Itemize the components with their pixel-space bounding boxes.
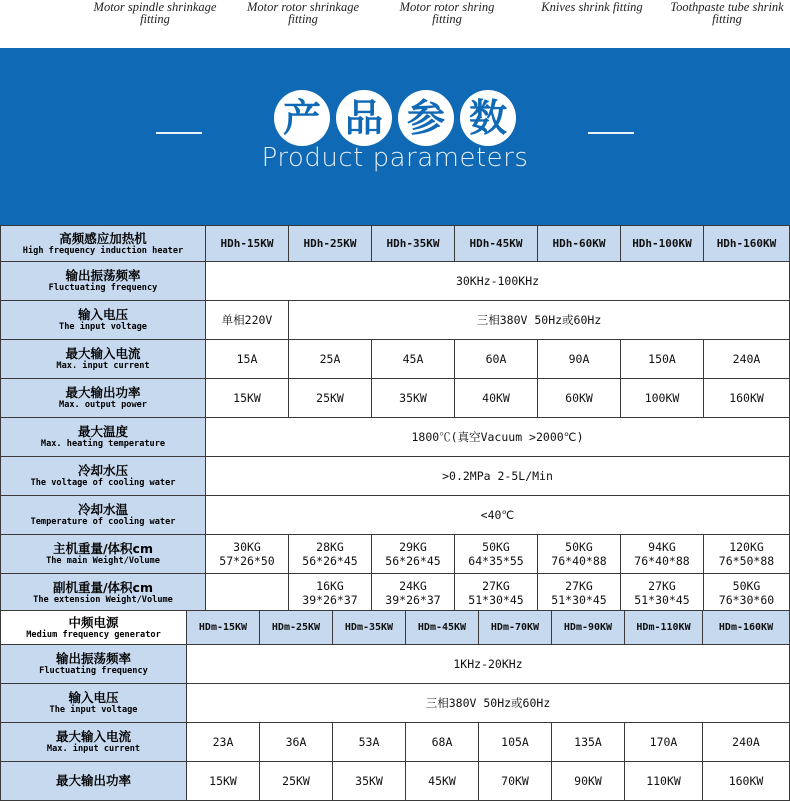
value-cell	[621, 574, 704, 613]
model-header: HDh-25KW	[289, 226, 372, 262]
value-cell: 90KW	[552, 762, 625, 801]
model-header: HDm-160KW	[703, 611, 790, 645]
row-label	[1, 684, 187, 723]
value-cell: 45A	[372, 340, 455, 379]
spec-row	[1, 645, 790, 684]
label-cn: 副机重量/体积cm	[52, 580, 153, 595]
row-label	[1, 262, 206, 301]
application-captions	[0, 0, 790, 48]
label-cn: 最大温度	[77, 424, 128, 439]
caption-line: Motor rotor shrinkage	[246, 0, 360, 14]
value-cell	[621, 535, 704, 574]
caption-line: Knives shrink fitting	[541, 0, 643, 14]
label-en: Max. output power	[59, 400, 147, 410]
model-header: HDm-110KW	[625, 611, 703, 645]
label-cn: 冷却水温	[77, 502, 128, 517]
value-cell: 15KW	[187, 762, 260, 801]
value-cell: 100KW	[621, 379, 704, 418]
value-cell: 23A	[187, 723, 260, 762]
value-cell	[704, 535, 790, 574]
value-cell: 53A	[333, 723, 406, 762]
model-header: HDh-60KW	[538, 226, 621, 262]
volume-value: 56*26*45	[302, 554, 358, 568]
weight-value: 30KG	[233, 540, 261, 554]
value-cell	[289, 535, 372, 574]
volume-value: 76*40*88	[551, 554, 607, 568]
label-en: The extension Weight/Volume	[33, 595, 173, 605]
value-cell: 60KW	[538, 379, 621, 418]
section-label-cn: 高频感应加热机	[59, 230, 147, 246]
volume-value: 76*40*88	[634, 554, 690, 568]
volume-value: 51*30*45	[468, 593, 524, 607]
label-cn: 最大输入电流	[65, 346, 141, 361]
medium-frequency-spec-table	[0, 610, 790, 801]
value-cell: 35KW	[372, 379, 455, 418]
caption-line: fitting	[288, 12, 318, 26]
row-label	[1, 645, 187, 684]
weight-value: 27KG	[565, 579, 593, 593]
weight-value: 28KG	[316, 540, 344, 554]
value-cell: 15A	[206, 340, 289, 379]
label-cn: 最大输出功率	[55, 773, 131, 788]
value-cell: 135A	[552, 723, 625, 762]
spec-row	[1, 762, 790, 801]
value-cell: 40KW	[455, 379, 538, 418]
weight-value: 50KG	[565, 540, 593, 554]
caption-4	[517, 1, 667, 13]
volume-value: 64*35*55	[468, 554, 524, 568]
banner-subtitle: Product parameters	[261, 143, 529, 173]
spec-row	[1, 418, 790, 457]
model-header: HDh-45KW	[455, 226, 538, 262]
value-cell: 150A	[621, 340, 704, 379]
section-label	[1, 226, 206, 262]
label-cn: 输入电压	[77, 307, 128, 322]
value-cell: 160KW	[703, 762, 790, 801]
volume-value: 76*30*60	[718, 593, 775, 607]
value-cell: 240A	[703, 723, 790, 762]
caption-line: fitting	[712, 12, 742, 26]
value-cell	[206, 574, 289, 613]
value-cell	[206, 535, 289, 574]
row-label	[1, 457, 206, 496]
label-en: Fluctuating frequency	[39, 666, 148, 676]
caption-line: fitting	[432, 12, 462, 26]
value-cell: 25KW	[260, 762, 333, 801]
title-char-circle: 参	[398, 90, 454, 146]
value-cell: 25KW	[289, 379, 372, 418]
caption-5	[652, 1, 790, 25]
label-cn: 输出振荡频率	[55, 651, 131, 666]
model-header: HDm-25KW	[260, 611, 333, 645]
spec-row	[1, 301, 790, 340]
spanned-value: <40℃	[206, 496, 790, 535]
label-en: Max. heating temperature	[40, 439, 166, 449]
caption-2	[228, 1, 378, 25]
spanned-value: 1800℃(真空Vacuum >2000℃)	[206, 418, 790, 457]
weight-value: 50KG	[482, 540, 510, 554]
model-header: HDm-15KW	[187, 611, 260, 645]
left-dash	[156, 132, 202, 134]
parameters-banner	[0, 48, 790, 225]
label-cn: 冷却水压	[77, 463, 128, 478]
section-label-cn: 中频电源	[68, 614, 119, 630]
volume-value: 51*30*45	[634, 593, 690, 607]
volume-value: 39*26*37	[385, 593, 441, 607]
label-en: The input voltage	[49, 705, 138, 715]
model-header: HDm-45KW	[406, 611, 479, 645]
value-cell: 240A	[704, 340, 790, 379]
caption-line: fitting	[140, 12, 170, 26]
value-cell: 36A	[260, 723, 333, 762]
spanned-value: 三相380V 50Hz或60Hz	[289, 301, 790, 340]
value-cell: 110KW	[625, 762, 703, 801]
value-cell: 90A	[538, 340, 621, 379]
weight-value: 120KG	[729, 540, 764, 554]
value-cell	[538, 574, 621, 613]
volume-value: 56*26*45	[385, 554, 441, 568]
volume-value: 76*50*88	[718, 554, 775, 568]
section-label-en: Medium frequency generator	[26, 629, 161, 640]
weight-value: 16KG	[316, 579, 344, 593]
model-header: HDh-160KW	[704, 226, 790, 262]
row-label	[1, 418, 206, 457]
value-cell	[372, 574, 455, 613]
label-en: Temperature of cooling water	[30, 517, 176, 527]
title-char-circle: 产	[274, 90, 330, 146]
label-cn: 最大输入电流	[55, 729, 131, 744]
label-en: The voltage of cooling water	[30, 478, 176, 488]
label-en: The main Weight/Volume	[46, 556, 160, 566]
caption-line: Motor spindle shrinkage	[93, 0, 217, 14]
spec-row	[1, 340, 790, 379]
caption-line: Toothpaste tube shrink	[670, 0, 784, 14]
value-cell: 15KW	[206, 379, 289, 418]
row-label	[1, 301, 206, 340]
spanned-value: 1KHz-20KHz	[187, 645, 790, 684]
model-header: HDm-90KW	[552, 611, 625, 645]
caption-1	[80, 1, 230, 25]
value-cell: 170A	[625, 723, 703, 762]
value-cell: 单相220V	[206, 301, 289, 340]
section-label	[1, 611, 187, 645]
volume-value: 39*26*37	[302, 593, 358, 607]
title-char-circle: 数	[460, 90, 516, 146]
value-cell: 45KW	[406, 762, 479, 801]
value-cell: 60A	[455, 340, 538, 379]
value-cell	[289, 574, 372, 613]
spec-row	[1, 379, 790, 418]
label-cn: 主机重量/体积cm	[52, 541, 153, 556]
weight-value: 27KG	[482, 579, 510, 593]
value-cell	[455, 574, 538, 613]
spec-row	[1, 535, 790, 574]
high-frequency-spec-table	[0, 225, 790, 613]
spec-row	[1, 723, 790, 762]
value-cell	[455, 535, 538, 574]
row-label	[1, 723, 187, 762]
label-cn: 输入电压	[68, 690, 119, 705]
label-en: The input voltage	[59, 322, 147, 332]
value-cell: 68A	[406, 723, 479, 762]
spec-row	[1, 684, 790, 723]
caption-3	[372, 1, 522, 25]
spanned-value: >0.2MPa 2-5L/Min	[206, 457, 790, 496]
caption-line: Motor rotor shring	[399, 0, 495, 14]
value-cell: 160KW	[704, 379, 790, 418]
weight-value: 27KG	[648, 579, 676, 593]
row-label	[1, 762, 187, 801]
row-label	[1, 379, 206, 418]
value-cell: 35KW	[333, 762, 406, 801]
header-row	[1, 226, 790, 262]
weight-value: 24KG	[399, 579, 427, 593]
spanned-value: 30KHz-100KHz	[206, 262, 790, 301]
row-label	[1, 496, 206, 535]
spec-row	[1, 457, 790, 496]
value-cell: 105A	[479, 723, 552, 762]
weight-value: 50KG	[732, 579, 761, 593]
section-label-en: High frequency induction heater	[22, 245, 184, 256]
label-cn: 最大输出功率	[65, 385, 141, 400]
row-label	[1, 535, 206, 574]
model-header: HDh-100KW	[621, 226, 704, 262]
model-header: HDm-70KW	[479, 611, 552, 645]
header-row	[1, 611, 790, 645]
right-dash	[588, 132, 634, 134]
value-cell	[372, 535, 455, 574]
model-header: HDh-15KW	[206, 226, 289, 262]
model-header: HDh-35KW	[372, 226, 455, 262]
label-en: Max. input current	[56, 361, 150, 371]
spec-row	[1, 262, 790, 301]
row-label	[1, 574, 206, 613]
spec-row	[1, 496, 790, 535]
weight-value: 94KG	[648, 540, 676, 554]
label-cn: 输出振荡频率	[65, 268, 141, 283]
volume-value: 51*30*45	[551, 593, 607, 607]
value-cell: 25A	[289, 340, 372, 379]
weight-value: 29KG	[399, 540, 427, 554]
row-label	[1, 340, 206, 379]
spanned-value: 三相380V 50Hz或60Hz	[187, 684, 790, 723]
model-header: HDm-35KW	[333, 611, 406, 645]
title-char-circle: 品	[336, 90, 392, 146]
spec-row	[1, 574, 790, 613]
volume-value: 57*26*50	[219, 554, 275, 568]
value-cell	[704, 574, 790, 613]
label-en: Max. input current	[46, 744, 141, 754]
value-cell	[538, 535, 621, 574]
label-en: Fluctuating frequency	[48, 283, 158, 293]
value-cell: 70KW	[479, 762, 552, 801]
